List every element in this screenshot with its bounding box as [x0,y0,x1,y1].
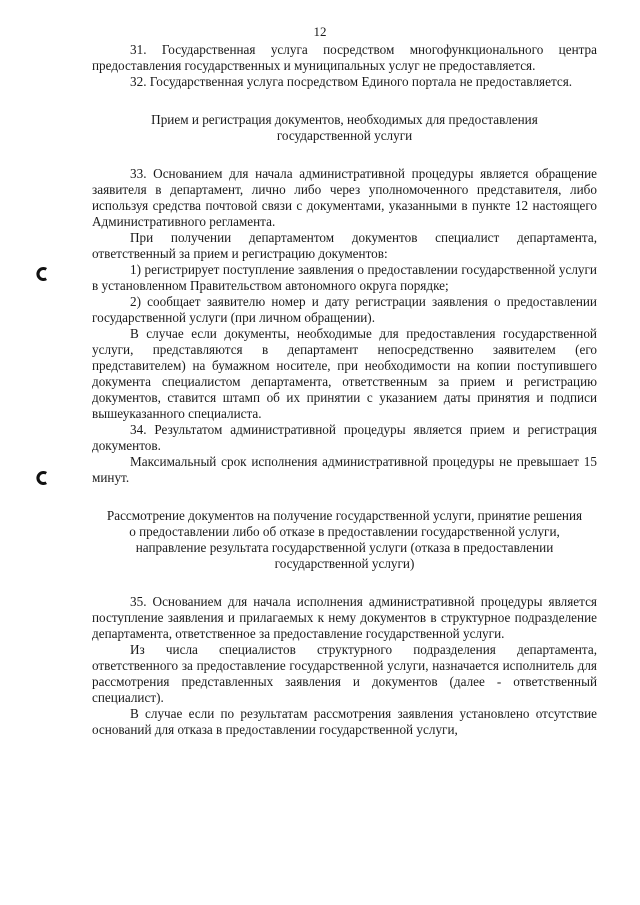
paragraph-34-max-time: Максимальный срок исполнения административной процедуры не превышает 15 минут. [92,454,597,485]
binding-hole-mark-icon [34,265,52,283]
document-body [92,42,597,738]
paragraph-33-item-1: 1) регистрирует поступление заявления о предоставлении государственной услуги в установленном Правительством автономного округа порядке; [92,262,597,293]
section-heading-reception: Прием и регистрация документов, необходимых для предоставления государственной услуги [151,112,538,143]
binding-hole-mark-icon [34,469,52,487]
paragraph-33: 33. Основанием для начала административной процедуры является обращение заявителя в департамент, лично либо через уполномоченного представителя, либо используя средства почтовой связи с документами, указанными в пункте 12 настоящего Административного регламента. [92,166,597,229]
paragraph-33-item-2: 2) сообщает заявителю номер и дату регистрации заявления о предоставлении государственной услуги (при личном обращении). [92,294,597,325]
paragraph-33-stamp: В случае если документы, необходимые для предоставления государственной услуги, представляются в департамент непосредственно заявителем (его представителем) на бумажном носителе, при необходимости на копии поступившего документа специалистом департамента, ответственным за прием и регистрацию документов, ставится штамп об их принятии с указанием даты принятия и подписи вышеуказанного специалиста. [92,326,597,421]
page-number: 12 [313,24,327,39]
paragraph-31: 31. Государственная услуга посредством многофункционального центра предоставления государственных и муниципальных услуг не предоставляется. [92,42,597,73]
paragraph-34: 34. Результатом административной процедуры является прием и регистрация документов. [92,422,597,453]
paragraph-35-no-grounds: В случае если по результатам рассмотрения заявления установлено отсутствие оснований для отказа в предоставлении государственной услуги, [92,706,597,737]
paragraph-32: 32. Государственная услуга посредством Единого портала не предоставляется. [130,74,573,89]
paragraph-33-specialist: При получении департаментом документов специалист департамента, ответственный за прием и регистрацию документов: [92,230,597,261]
section-heading-review: Рассмотрение документов на получение государственной услуги, принятие решения о предоставлении либо об отказе в предоставлении государственной услуги, направление результата государственной услуги (отказа в предоставлении государственной услуги) [106,508,583,571]
paragraph-35-executor: Из числа специалистов структурного подразделения департамента, ответственного за предоставление государственной услуги, назначается исполнитель для рассмотрения представленных заявления и документов (далее - ответственный специалист). [92,642,597,705]
paragraph-35: 35. Основанием для начала исполнения административной процедуры является поступление заявления и прилагаемых к нему документов в структурное подразделение департамента, ответственное за предоставление государственной услуги. [92,594,597,641]
